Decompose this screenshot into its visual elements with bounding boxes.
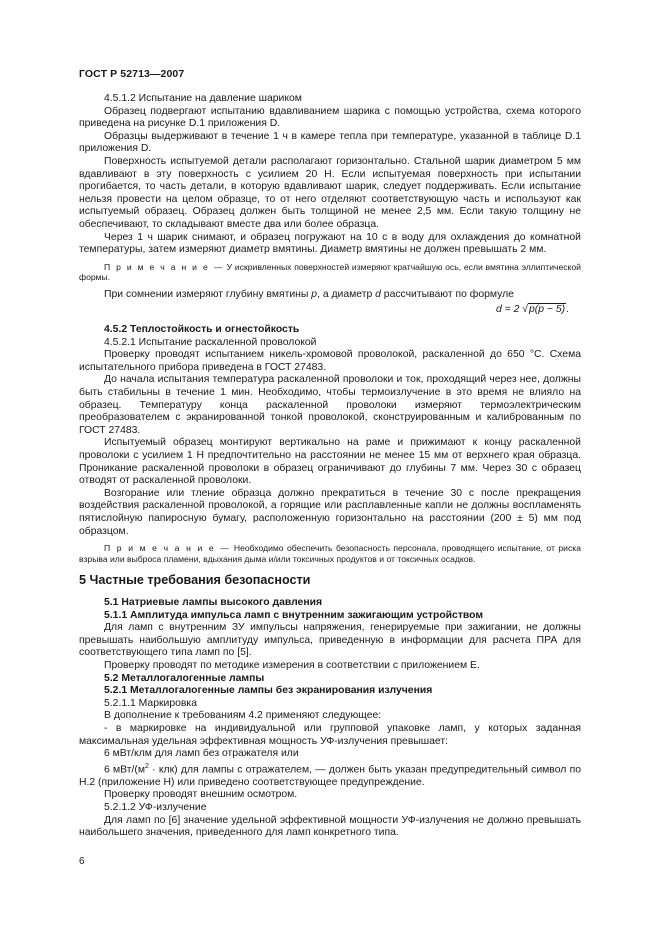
formula-radicand: p(p − 5): [529, 303, 566, 315]
paragraph: Для ламп с внутренним ЗУ импульсы напряжения, генерируемые при зажигании, не должны превышать наибольшую амплитуду импульса, приведенную в информации для расчета ПРА для соответствующего типа ламп по [5].: [79, 622, 581, 659]
sqrt-icon: √: [522, 303, 528, 315]
paragraph: Испытуемый образец монтируют вертикально на раме и прижимают к концу раскаленной проволоки с усилием 1 Н предпочтительно на расстоянии не менее 15 мм от верхнего края образца. Проникание раскаленной проволоки в образец ограничивают до глубины 7 мм. Через 30 с образец отводят от раскаленной проволоки.: [79, 437, 581, 487]
paragraph: Для ламп по [6] значение удельной эффективной мощности УФ-излучения не должно превышать наибольшего значения, приведенного для ламп конкретного типа.: [79, 814, 581, 839]
paragraph: Проверку проводят по методике измерения в соответствии с приложением Е.: [104, 659, 480, 671]
heading-5-1: 5.1 Натриевые лампы высокого давления: [104, 596, 323, 608]
note-text: Необходимо обеспечить безопасность персонала, проводящего испытание, от риска взрыва или выброса пламени, вдыхания дыма и/или токсичных продуктов и от токсичных осадков.: [79, 543, 581, 564]
heading-4-5-2-1: 4.5.2.1 Испытание раскаленной проволокой: [104, 336, 317, 348]
page-content: [79, 93, 581, 840]
paragraph: Образец подвергают испытанию вдавливанием шарика с помощью устройства, схема которого приведена на рисунке D.1 приложения D.: [79, 105, 581, 130]
note-label: П р и м е ч а н и е —: [104, 261, 224, 272]
paragraph-text: 6 мВт/(м: [104, 764, 146, 776]
note-label: П р и м е ч а н и е —: [104, 543, 231, 554]
paragraph: 6 мВт/клм для ламп без отражателя или: [104, 748, 299, 760]
formula-end: .: [566, 303, 569, 315]
formula: [79, 304, 569, 317]
paragraph: До начала испытания температура раскаленной проволоки и ток, проходящий через нее, должны быть стабильны в течение 1 мин. Необходимо, чтобы термоизлучение в это время не влияло на образец. Температуру конца раскаленной проволоки измеряют термоэлектрическим преобразователем с экранированной тонкой проволокой, сконструированным и калиброванным по ГОСТ 27483.: [79, 374, 581, 436]
paragraph: Образцы выдерживают в течение 1 ч в камере тепла при температуре, указанной в таблице D.1 приложения D.: [79, 130, 581, 155]
formula-intro-text: , а диаметр: [317, 288, 376, 300]
paragraph: Проверку проводят внешним осмотром.: [104, 789, 298, 801]
heading-5-1-1: 5.1.1 Амплитуда импульса ламп с внутренним зажигающим устройством: [104, 609, 484, 621]
heading-5-2-1: 5.2.1 Металлогалогенные лампы без экранирования излучения: [104, 685, 433, 697]
note-text: У искривленных поверхностей измеряют кратчайшую ось, если вмятина эллиптической формы.: [79, 261, 581, 283]
heading-4-5-2: 4.5.2 Теплостойкость и огнестойкость: [104, 324, 300, 336]
paragraph: Возгорание или тление образца должно прекратиться в течение 30 с после прекращения воздействия раскаленной проволокой, а горящие или расплавленные капли не должны воспламенять пятислойную папиросную бумагу, расположенную горизонтально на расстоянии (200 ± 5) мм под образцом.: [79, 487, 581, 537]
formula-intro-text: При сомнении измеряют глубину вмятины: [104, 288, 312, 300]
page-number: 6: [79, 856, 85, 867]
paragraph-text: · клк) для лампы с отражателем, — должен быть указан предупредительный символ по Н.2 (приложение Н) или приведено соответствующее предупреждение.: [79, 764, 581, 788]
section-5-title: 5 Частные требования безопасности: [79, 573, 311, 588]
paragraph: Проверку проводят испытанием никель-хромовой проволокой, раскаленной до 650 °С. Схема испытательного прибора приведена в ГОСТ 27483.: [79, 349, 581, 373]
var-d: d: [375, 288, 381, 300]
document-header: ГОСТ Р 52713—2007: [79, 68, 185, 80]
paragraph: В дополнение к требованиям 4.2 применяют следующее:: [104, 710, 382, 722]
var-p: p: [311, 288, 318, 300]
superscript: 2: [145, 762, 149, 770]
paragraph: [79, 761, 581, 790]
paragraph: Через 1 ч шарик снимают, и образец погружают на 10 с в воду для охлаждения до комнатной температуры, затем измеряют диаметр вмятины. Диаметр вмятины не должен превышать 2 мм.: [79, 231, 581, 256]
formula-intro-text: рассчитывают по формуле: [380, 288, 514, 300]
heading-4-5-1-2: 4.5.1.2 Испытание на давление шариком: [104, 93, 302, 104]
heading-5-2: 5.2 Металлогалогенные лампы: [104, 672, 265, 684]
formula-lhs: d = 2: [496, 303, 523, 315]
formula-intro: [79, 289, 581, 302]
heading-5-2-1-2: 5.2.1.2 УФ-излучение: [104, 801, 207, 813]
note: [79, 262, 581, 283]
note: [79, 543, 581, 564]
list-item: - в маркировке на индивидуальной или групповой упаковке ламп, у которых заданная максимальная удельная эффективная мощность УФ-излучения превышает:: [79, 722, 581, 747]
heading-5-2-1-1: 5.2.1.1 Маркировка: [104, 697, 197, 709]
paragraph: Поверхность испытуемой детали располагают горизонтально. Стальной шарик диаметром 5 мм вдавливают в эту поверхность с усилием 20 Н. Если испытуемая поверхность при испытании прогибается, то часть детали, в которую вдавливают шарик, следует поддерживать. Если испытание нельзя провести на целом образце, то от него отделяют соответствующую часть и используют как испытуемый образец. Образец должен быть толщиной не менее 2,5 мм. Если такую толщину не обеспечивают, то складывают вместе два или более образца.: [79, 155, 581, 230]
